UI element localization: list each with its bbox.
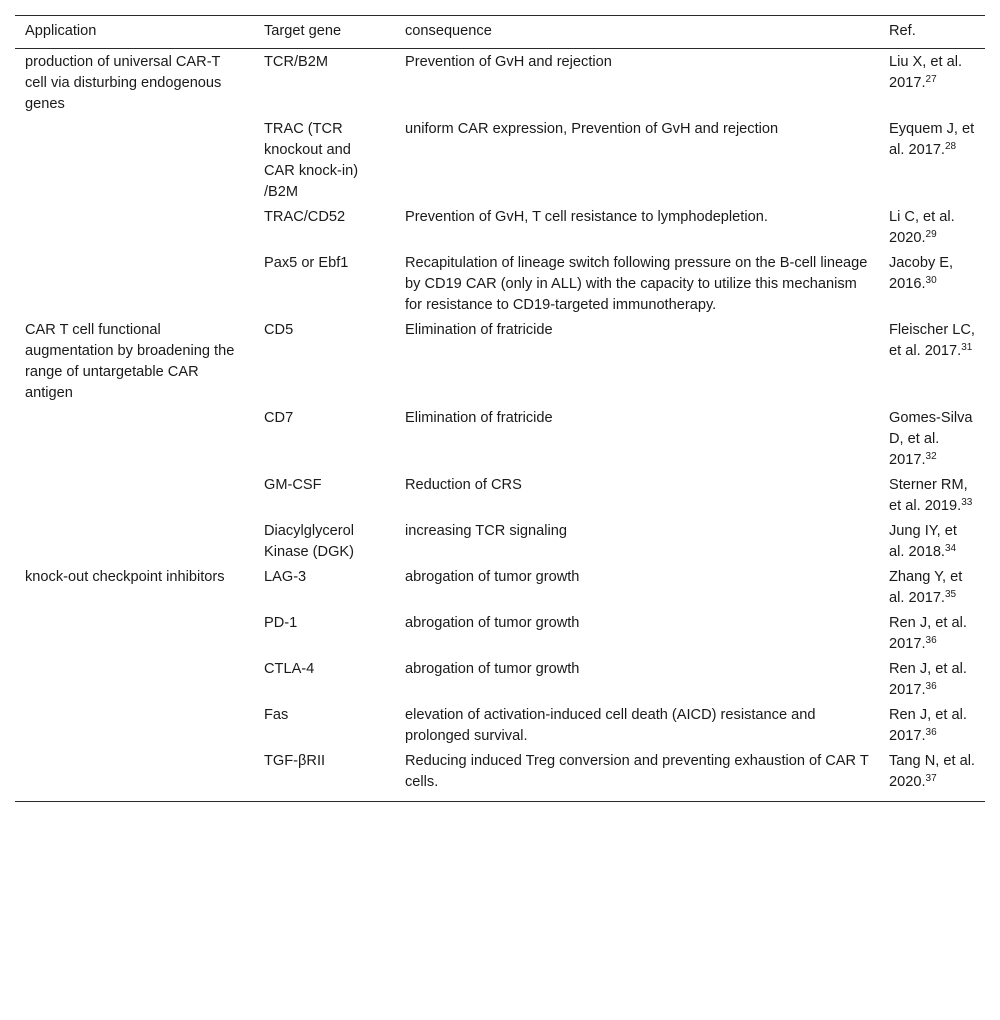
table-row (15, 318, 985, 406)
ref-cell (879, 406, 985, 473)
target-gene-cell: Diacylglycerol Kinase (DGK) (264, 523, 355, 560)
application-cell (15, 251, 254, 318)
target-gene-cell: TRAC/CD52 (264, 209, 346, 225)
ref-cell (879, 749, 985, 802)
application-cell (15, 611, 254, 657)
target-gene-cell: PD-1 (264, 615, 298, 631)
consequence-cell: Elimination of fratricide (405, 322, 553, 338)
table-row (15, 611, 985, 657)
table-row (15, 749, 985, 802)
ref-text: Ren J, et al. 2017. (889, 707, 967, 744)
ref-number: 28 (945, 141, 957, 152)
ref-number: 32 (925, 451, 937, 462)
consequence-cell: uniform CAR expression, Prevention of GvH and rejection (405, 121, 779, 137)
consequence-cell: Prevention of GvH, T cell resistance to lymphodepletion. (405, 209, 768, 225)
ref-cell (879, 251, 985, 318)
ref-text: Tang N, et al. 2020. (889, 753, 975, 790)
target-gene-cell: CD5 (264, 322, 294, 338)
application-cell (15, 703, 254, 749)
ref-number: 31 (961, 342, 973, 353)
ref-cell (879, 205, 985, 251)
consequence-cell: abrogation of tumor growth (405, 661, 580, 677)
consequence-cell: elevation of activation-induced cell death (AICD) resistance and prolonged survival. (405, 707, 816, 744)
ref-number: 35 (945, 589, 957, 600)
consequence-cell: Reduction of CRS (405, 477, 522, 493)
consequence-cell: Prevention of GvH and rejection (405, 54, 612, 70)
table-body (15, 49, 985, 802)
header-application: Application (15, 16, 254, 49)
application-cell (15, 657, 254, 703)
ref-cell (879, 565, 985, 611)
ref-text: Jacoby E, 2016. (889, 255, 954, 292)
target-gene-cell: GM-CSF (264, 477, 322, 493)
header-target-gene: Target gene (254, 16, 395, 49)
table-row (15, 519, 985, 565)
ref-cell (879, 117, 985, 205)
application-cell (15, 519, 254, 565)
table-row (15, 205, 985, 251)
ref-text: Zhang Y, et al. 2017. (889, 569, 963, 606)
ref-number: 36 (925, 727, 937, 738)
header-ref: Ref. (879, 16, 985, 49)
ref-number: 36 (925, 635, 937, 646)
target-gene-cell: TGF-βRII (254, 749, 395, 802)
consequence-cell: Recapitulation of lineage switch following pressure on the B-cell lineage by CD19 CAR (only in ALL) with the capacity to utilize this mechanism for resistance to CD19-targeted immunotherapy. (405, 255, 868, 313)
ref-text: Gomes-Silva D, et al. 2017. (889, 410, 973, 468)
target-gene-cell: CTLA-4 (264, 661, 315, 677)
table-row (15, 251, 985, 318)
target-gene-cell: Pax5 or Ebf1 (264, 255, 349, 271)
consequence-cell: Elimination of fratricide (405, 410, 553, 426)
consequence-cell: abrogation of tumor growth (405, 615, 580, 631)
ref-number: 33 (961, 497, 973, 508)
ref-text: Liu X, et al. 2017. (889, 54, 963, 91)
consequence-cell: increasing TCR signaling (405, 523, 567, 539)
table-row (15, 703, 985, 749)
target-gene-cell: TCR/B2M (264, 54, 329, 70)
table-row (15, 473, 985, 519)
application-cell: knock-out checkpoint inhibitors (25, 569, 225, 585)
header-consequence: consequence (395, 16, 879, 49)
application-cell (15, 473, 254, 519)
ref-cell (879, 657, 985, 703)
application-cell (15, 117, 254, 205)
target-gene-cell: Fas (264, 707, 289, 723)
ref-text: Li C, et al. 2020. (889, 209, 955, 246)
target-gene-cell: LAG-3 (264, 569, 307, 585)
ref-text: Ren J, et al. 2017. (889, 661, 967, 698)
table-row (15, 565, 985, 611)
ref-number: 30 (925, 275, 937, 286)
ref-cell (879, 611, 985, 657)
target-gene-cell: TRAC (TCR knockout and CAR knock-in) /B2M (264, 121, 359, 200)
consequence-cell: abrogation of tumor growth (405, 569, 580, 585)
header-row (15, 16, 985, 49)
ref-cell (879, 49, 985, 118)
ref-text: Jung IY, et al. 2018. (889, 523, 957, 560)
ref-text: Ren J, et al. 2017. (889, 615, 967, 652)
table-row (15, 117, 985, 205)
gene-editing-table (15, 15, 985, 802)
table-row (15, 406, 985, 473)
ref-number: 36 (925, 681, 937, 692)
target-gene-cell: CD7 (264, 410, 294, 426)
ref-cell (879, 519, 985, 565)
application-cell: CAR T cell functional augmentation by broadening the range of untargetable CAR antigen (25, 322, 235, 401)
application-cell (15, 406, 254, 473)
ref-number: 37 (925, 773, 937, 784)
ref-number: 27 (925, 74, 937, 85)
ref-cell (879, 473, 985, 519)
ref-number: 34 (945, 543, 957, 554)
application-cell: production of universal CAR-T cell via disturbing endogenous genes (25, 54, 222, 112)
ref-text: Fleischer LC, et al. 2017. (889, 322, 975, 359)
ref-cell (879, 318, 985, 406)
ref-number: 29 (925, 229, 937, 240)
table-row (15, 657, 985, 703)
consequence-cell: Reducing induced Treg conversion and preventing exhaustion of CAR T cells. (395, 749, 879, 802)
ref-text: Eyquem J, et al. 2017. (889, 121, 975, 158)
table-row (15, 49, 985, 118)
application-cell (15, 205, 254, 251)
application-cell (15, 749, 254, 802)
table-header (15, 16, 985, 49)
ref-cell (879, 703, 985, 749)
ref-text: Sterner RM, et al. 2019. (889, 477, 968, 514)
